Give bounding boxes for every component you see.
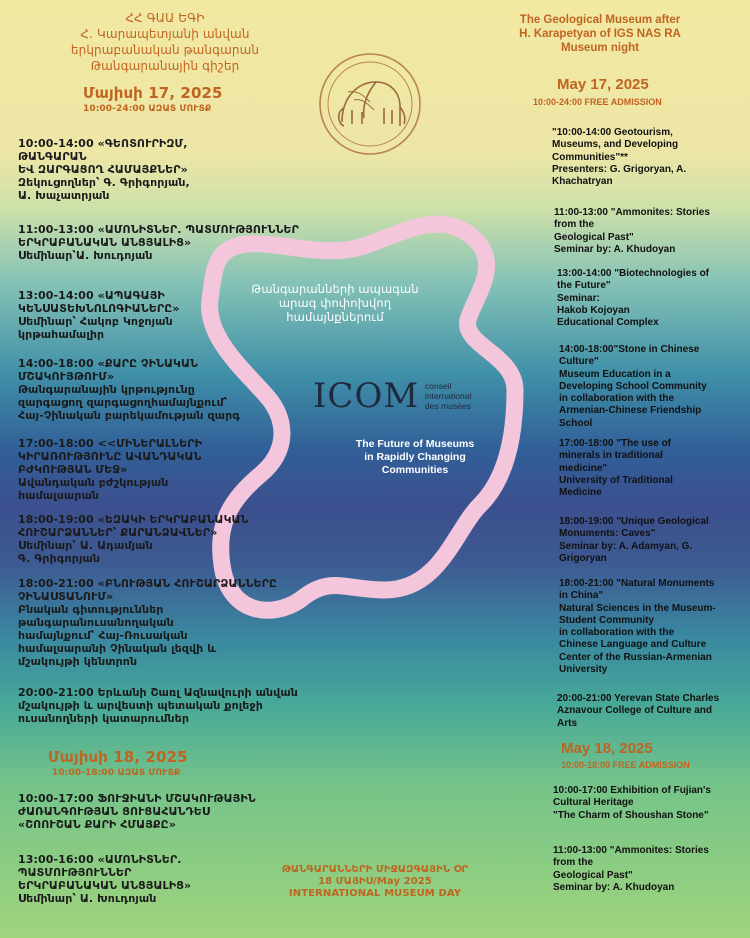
line: in China" bbox=[559, 590, 604, 602]
right-date2: May 18, 2025 bbox=[561, 740, 653, 757]
line: Medicine bbox=[559, 487, 602, 499]
left-header-line: Թանգարանային գիշեր bbox=[90, 59, 240, 73]
left-item bbox=[18, 223, 308, 262]
line: համալսարանի Չինական լեզվի և bbox=[18, 642, 217, 655]
line: in collaboration with the bbox=[559, 393, 674, 405]
line: ԹԱՆԳԱՐԱՆՆԵՐԻ ՄԻՋԱԶԳԱՅԻՆ ՕՐ bbox=[281, 864, 469, 875]
mammoth-seal-icon bbox=[318, 52, 422, 156]
line: կրթահամալիր bbox=[18, 328, 105, 341]
line: School bbox=[559, 417, 593, 429]
right-item bbox=[554, 207, 744, 256]
line: 11:00-13:00 "Ammonites: Stories bbox=[553, 845, 709, 856]
line: 10:00-17:00 ՖՈՒՋԻԱՆԻ ՄՇԱԿՈՒԹԱՅԻՆ bbox=[18, 792, 256, 805]
right-item2 bbox=[553, 845, 748, 894]
left-item bbox=[18, 437, 288, 502]
right-header bbox=[480, 13, 720, 55]
line: ԵՐԿՐԱԲԱՆԱԿԱՆ ԱՆՑՅԱԼԻՑ» bbox=[18, 236, 192, 249]
line: 17:00-18:00 "The use of bbox=[559, 438, 672, 449]
right-header-line: The Geological Museum after bbox=[519, 14, 681, 26]
right-date1: May 17, 2025 bbox=[557, 76, 649, 93]
line: Museum Education in a bbox=[559, 368, 671, 380]
right-date1-sub: 10:00-24:00 FREE ADMISSION bbox=[533, 97, 662, 107]
line: զարգացող զարգացողհամայնքում՝ bbox=[18, 396, 228, 409]
line: Զեկուցողներ՝ Գ. Գրիգորյան, bbox=[18, 176, 190, 189]
line: international bbox=[425, 391, 472, 401]
right-item bbox=[559, 438, 749, 499]
line: INTERNATIONAL MUSEUM DAY bbox=[288, 888, 462, 899]
line: 17:00-18:00 <<ՄԻՆԵՐԱԼՆԵՐԻ bbox=[18, 437, 203, 450]
line: Սեմինար՝ Ա. Խուդոյան bbox=[18, 892, 157, 905]
line: արագ փոփոխվող bbox=[278, 296, 392, 310]
right-item bbox=[557, 693, 747, 730]
left-item bbox=[18, 513, 308, 565]
line: 18:00-21:00 "Natural Monuments bbox=[559, 578, 715, 589]
line: 13:00-14:00 «ԱՊԱԳԱՅԻ bbox=[18, 289, 165, 302]
line: 18:00-19:00 «ԵԶԱԿԻ ԵՐԿՐԱԲԱՆԱԿԱՆ bbox=[18, 513, 249, 526]
line: Center of the Russian-Armenian bbox=[559, 651, 712, 663]
line: the Future" bbox=[557, 280, 611, 292]
line: Թանգարանային կրթությունը bbox=[18, 383, 195, 396]
line: from the bbox=[553, 857, 593, 869]
line: Monuments: Caves" bbox=[559, 528, 656, 540]
left-item2 bbox=[18, 792, 308, 831]
line: Aznavour College of Culture and bbox=[557, 705, 713, 717]
line: conseil bbox=[425, 381, 452, 391]
line: 18:00-21:00 «ԲՆՈՒԹՅԱՆ ՀՈՒՇԱՐՁԱՆՆԵՐԸ bbox=[18, 577, 278, 590]
center-arm-title bbox=[240, 282, 430, 324]
line: 18:00-19:00 "Unique Geological bbox=[559, 516, 709, 527]
left-date2: Մայիսի 18, 2025 bbox=[48, 748, 188, 766]
icom-logo bbox=[313, 378, 419, 414]
line: «ՇՈՈՒՇԱՆ ՔԱՐԻ ՀՄԱՅՔԸ» bbox=[18, 818, 176, 831]
right-item bbox=[559, 578, 749, 676]
left-date2-sub: 10:00-18:00 ԱԶԱՏ ՄՈՒՏՔ bbox=[52, 768, 181, 778]
line: Հայ-Չինական բարեկամության զարգ bbox=[18, 409, 241, 422]
line: Natural Sciences in the Museum- bbox=[559, 602, 716, 614]
line: Chinese Language and Culture bbox=[559, 639, 707, 651]
line: Ավանդական բժշկության bbox=[18, 476, 169, 489]
line: Ա. Խաչատրյան bbox=[18, 189, 110, 202]
right-item bbox=[552, 127, 742, 188]
right-item bbox=[559, 344, 749, 430]
left-header-line: ՀՀ ԳԱԱ ԵԳԻ bbox=[125, 11, 205, 25]
right-header-line: H. Karapetyan of IGS NAS RA bbox=[519, 28, 681, 40]
line: Սեմինար՝Ա. Խուդոյան bbox=[18, 249, 153, 262]
line: The Future of Museums bbox=[355, 438, 475, 450]
line: minerals in traditional bbox=[559, 450, 663, 462]
left-header-line: երկրաբանական թանգարան bbox=[70, 43, 260, 57]
line: Culture" bbox=[559, 356, 599, 368]
left-date1-sub: 10:00-24:00 ԱԶԱՏ ՄՈՒՏՔ bbox=[83, 104, 212, 114]
line: 14:00-18:00 «ՔԱՐԸ ՉԻՆԱԿԱՆ bbox=[18, 357, 198, 370]
line: Student Community bbox=[559, 614, 654, 626]
line: "The Charm of Shoushan Stone" bbox=[553, 809, 709, 821]
line: մշակույթի կենտրոն bbox=[18, 655, 138, 668]
line: 14:00-18:00"Stone in Chinese bbox=[559, 344, 700, 355]
line: Geological Past" bbox=[554, 231, 634, 243]
line: Presenters: G. Grigoryan, A. bbox=[552, 163, 687, 175]
line: Hakob Kojoyan bbox=[557, 304, 630, 316]
line: Museums, and Developing bbox=[552, 139, 679, 151]
line: համայնքում՝ Հայ-Ռուսական bbox=[18, 629, 188, 642]
line: in Rapidly Changing bbox=[364, 451, 466, 463]
line: ԵՐԿՐԱԲԱՆԱԿԱՆ ԱՆՑՅԱԼԻՑ» bbox=[18, 879, 192, 892]
line: Khachatryan bbox=[552, 176, 613, 188]
line: ԵՎ ԶԱՐԳԱՑՈՂ ՀԱՄԱՅՔՆԵՐ» bbox=[18, 163, 188, 176]
line: Սեմինար՝ Ա. Ադամյան bbox=[18, 539, 153, 552]
left-header bbox=[40, 10, 290, 74]
right-item2 bbox=[553, 785, 748, 822]
museum-seal bbox=[318, 52, 422, 156]
line: ՄՇԱԿՈՒՅԹՈՒՄ» bbox=[18, 370, 115, 383]
line: "10:00-14:00 Geotourism, bbox=[552, 127, 673, 138]
right-date2-sub: 10:00-18:00 FREE ADMISSION bbox=[561, 760, 690, 770]
line: Seminar by: A. Khudoyan bbox=[554, 243, 676, 255]
left-header-line: Հ. Կարապետյանի անվան bbox=[80, 27, 250, 41]
icom-wordmark: ICOM bbox=[313, 376, 420, 416]
right-item bbox=[559, 516, 749, 565]
line: 11:00-13:00 "Ammonites: Stories bbox=[554, 207, 710, 218]
line: 13:00-14:00 "Biotechnologies of bbox=[557, 268, 710, 279]
line: Developing School Community bbox=[559, 380, 707, 392]
line: ԹԱՆԳԱՐԱՆ bbox=[18, 150, 87, 163]
line: Սեմինար՝ Հակոբ Կոջոյան bbox=[18, 315, 173, 328]
center-eng-title bbox=[340, 438, 490, 477]
left-item bbox=[18, 686, 308, 725]
line: թանգարանուսանողական bbox=[18, 616, 174, 629]
left-date1: Մայիսի 17, 2025 bbox=[83, 84, 223, 102]
line: Grigoryan bbox=[559, 552, 607, 564]
line: Geological Past" bbox=[553, 869, 633, 881]
line: Communities"** bbox=[552, 151, 628, 163]
line: Cultural Heritage bbox=[553, 797, 634, 809]
line: from the bbox=[554, 219, 594, 231]
line: ԺԱՌԱՆԳՈՒԹՅԱՆ ՑՈՒՑԱՀԱՆԴԵՍ bbox=[18, 805, 211, 818]
line: in collaboration with the bbox=[559, 627, 674, 639]
line: Բնական գիտություններ bbox=[18, 603, 164, 616]
bottom-footer bbox=[235, 864, 515, 900]
line: Communities bbox=[381, 464, 449, 476]
left-item bbox=[18, 357, 308, 422]
line: University bbox=[559, 664, 608, 676]
line: ուսանողների կատարումներ bbox=[18, 712, 189, 725]
line: ՊԱՏՄՈՒԹՅՈՒՆՆԵՐ bbox=[18, 866, 132, 879]
line: Seminar by: A. Khudoyan bbox=[553, 881, 675, 893]
line: Armenian-Chinese Friendship bbox=[559, 405, 702, 417]
line: Arts bbox=[557, 717, 578, 729]
line: Գ. Գրիգորյան bbox=[18, 552, 101, 565]
line: ԿԵՆՍԱՏԵԽՆՈԼՈԳԻԱՆԵՐԸ» bbox=[18, 302, 180, 315]
line: ԲԺԿՈՒԹՅԱՆ ՄԵՋ» bbox=[18, 463, 128, 476]
line: ԿԻՐԱՌՈՒԹՅՈՒՆԸ ԱՎԱՆԴԱԿԱՆ bbox=[18, 450, 202, 463]
line: des musées bbox=[425, 401, 471, 411]
line: Թանգարանների ապագան bbox=[251, 282, 419, 296]
line: 18 ՄԱՅԻՍ/May 2025 bbox=[318, 876, 432, 887]
line: 10:00-14:00 «ԳԵՈՏՈՒՐԻԶՄ, bbox=[18, 137, 188, 150]
line: Seminar by: A. Adamyan, G. bbox=[559, 540, 693, 552]
left-item bbox=[18, 137, 288, 202]
line: 20:00-21:00 Yerevan State Charles bbox=[557, 693, 720, 704]
line: medicine" bbox=[559, 462, 608, 474]
line: 11:00-13:00 «ԱՄՈՆԻՏՆԵՐ. ՊԱՏՄՈՒԹՅՈՒՆՆԵՐ bbox=[18, 223, 299, 236]
right-header-line: Museum night bbox=[561, 42, 639, 54]
line: մշակույթի և արվեստի պետական քոլեջի bbox=[18, 699, 263, 712]
line: համայնքներում bbox=[286, 310, 384, 324]
line: Educational Complex bbox=[557, 317, 659, 329]
icom-tagline bbox=[425, 381, 471, 411]
line: ՀՈՒՇԱՐՁԱՆՆԵՐ՝ ՔԱՐԱՆՁԱՎՆԵՐ» bbox=[18, 526, 218, 539]
right-item bbox=[557, 268, 747, 329]
line: University of Traditional bbox=[559, 474, 673, 486]
line: համալսարան bbox=[18, 489, 100, 502]
line: 20:00-21:00 Երևանի Շառլ Ազնավուրի անվան bbox=[18, 686, 298, 699]
line: Seminar: bbox=[557, 292, 600, 304]
line: 13:00-16:00 «ԱՄՈՆԻՏՆԵՐ. bbox=[18, 853, 182, 866]
line: 10:00-17:00 Exhibition of Fujian's bbox=[553, 785, 711, 796]
line: ՉԻՆԱՍՏԱՆՈՒՄ» bbox=[18, 590, 114, 603]
left-item bbox=[18, 577, 308, 668]
